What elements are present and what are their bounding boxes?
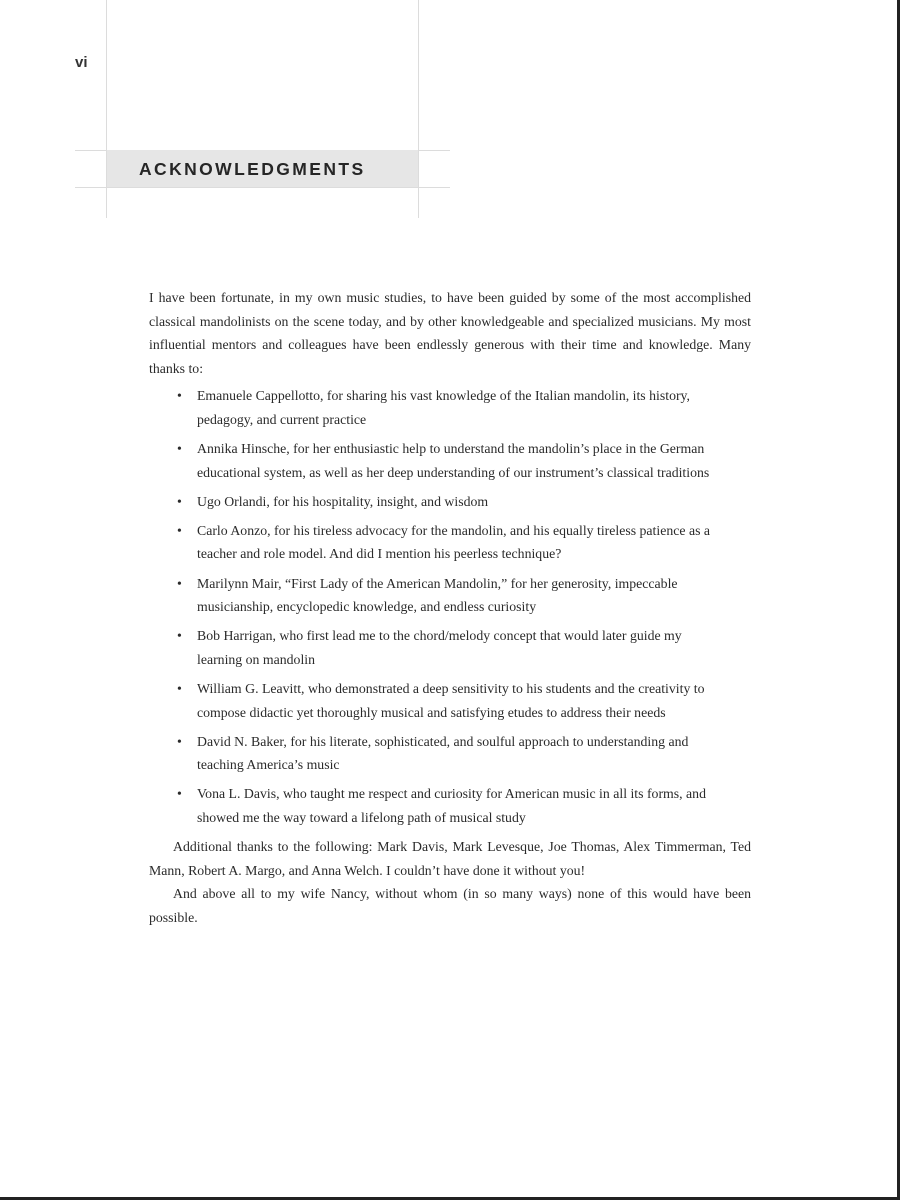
list-item: • David N. Baker, for his literate, sophisticated, and soulful approach to understanding and teaching America’s music [197, 730, 717, 777]
list-item: • Marilynn Mair, “First Lady of the American Mandolin,” for her generosity, impeccable musicianship, encyclopedic knowledge, and endless curiosity [197, 572, 717, 619]
list-item: • Emanuele Cappellotto, for sharing his vast knowledge of the Italian mandolin, its history, pedagogy, and current practice [197, 384, 717, 431]
page-number: vi [75, 54, 88, 71]
list-item: • Bob Harrigan, who first lead me to the chord/melody concept that would later guide my learning on mandolin [197, 624, 717, 671]
intro-paragraph: I have been fortunate, in my own music studies, to have been guided by some of the most accomplished classical mandolinists on the scene today, and by other knowledgeable and specialized musicians. My most influential mentors and colleagues have been endlessly generous with their time and knowledge. Many thanks to: [149, 290, 751, 376]
page-title: ACKNOWLEDGMENTS [139, 159, 366, 179]
list-item: • Annika Hinsche, for her enthusiastic help to understand the mandolin’s place in the German educational system, as well as her deep understanding of our instrument’s classical traditions [197, 437, 717, 484]
list-item: • Carlo Aonzo, for his tireless advocacy for the mandolin, and his equally tireless patience as a teacher and role model. And did I mention his peerless technique? [197, 519, 717, 566]
list-item: • Ugo Orlandi, for his hospitality, insight, and wisdom [197, 490, 717, 514]
additional-thanks-paragraph: Additional thanks to the following: Mark Davis, Mark Levesque, Joe Thomas, Alex Timmerman, Ted Mann, Robert A. Margo, and Anna Welch. I couldn’t have done it without you! [149, 838, 751, 878]
list-item: • Vona L. Davis, who taught me respect and curiosity for American music in all its forms, and showed me the way toward a lifelong path of musical study [197, 782, 717, 829]
thanks-list [149, 384, 717, 829]
layout-rule-right [418, 0, 419, 218]
closing-paragraph: And above all to my wife Nancy, without whom (in so many ways) none of this would have been possible. [149, 886, 751, 925]
acknowledgments-body [149, 286, 751, 929]
list-item: • William G. Leavitt, who demonstrated a deep sensitivity to his students and the creativity to compose didactic yet thoroughly musical and satisfying etudes to address their needs [197, 677, 717, 724]
layout-rule-bottom [75, 187, 450, 188]
